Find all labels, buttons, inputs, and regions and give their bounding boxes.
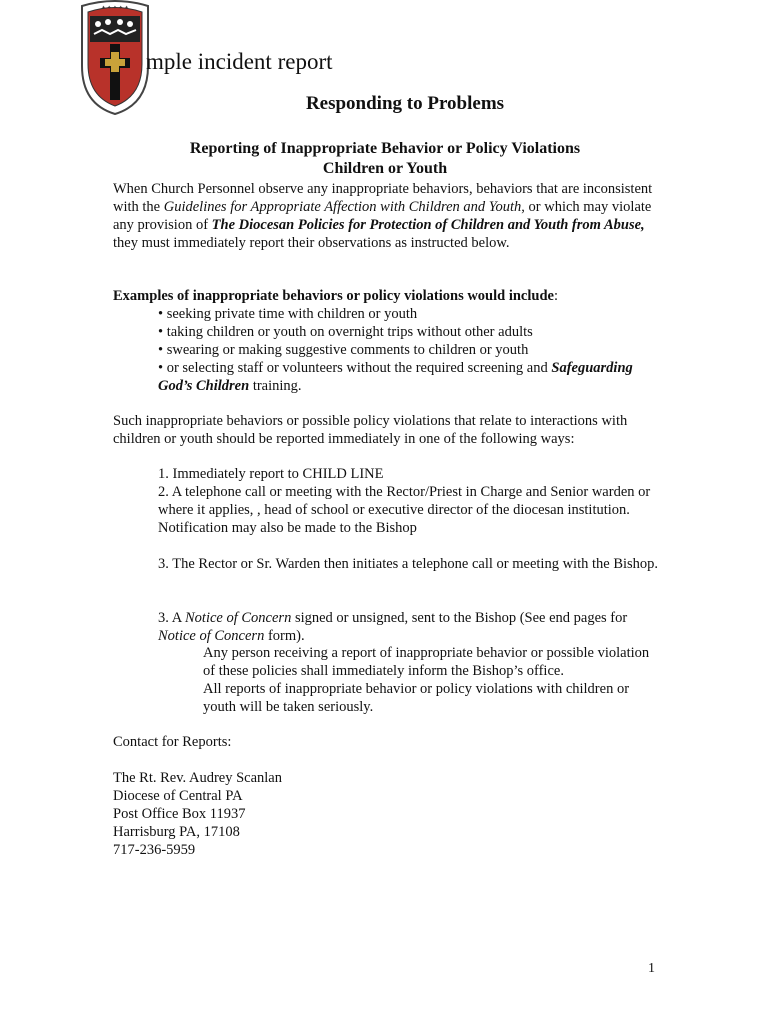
address-line: The Rt. Rev. Audrey Scanlan [113, 770, 282, 786]
examples-list [158, 305, 660, 395]
list-item: • taking children or youth on overnight trips without other adults [158, 324, 533, 340]
step-item: 1. Immediately report to CHILD LINE [158, 466, 384, 482]
examples-heading: Examples of inappropriate behaviors or policy violations would include: [113, 288, 558, 304]
page-title: Responding to Problems [305, 93, 505, 114]
sub-note: All reports of inappropriate behavior or policy violations with children or youth will be taken seriously. [203, 681, 630, 715]
address-line: Post Office Box 11937 [113, 806, 246, 822]
contact-label: Contact for Reports: [113, 734, 232, 750]
intro-paragraph: When Church Personnel observe any inappropriate behaviors, behaviors that are inconsistent with the Guidelines for Appropriate Affection with Children and Youth, or which may violate any provision of The Diocesan Policies for Protection of Children and Youth from Abuse, they must immediately report their observations as instructed below. [113, 181, 653, 251]
contact-address [113, 769, 282, 859]
guidelines-reference: Guidelines for Appropriate Affection with Children and Youth [163, 199, 522, 215]
address-line: Diocese of Central PA [113, 788, 243, 804]
reporting-paragraph: Such inappropriate behaviors or possible policy violations that relate to interactions with children or youth should be reported immediately in one of the following ways: [113, 413, 628, 447]
document-title-fragment: mple incident report [146, 49, 333, 74]
sub-note: Any person receiving a report of inappropriate behavior or possible violation of these policies shall immediately inform the Bishop’s office. [203, 645, 650, 679]
address-line: Harrisburg PA, 17108 [113, 824, 240, 840]
policies-reference: The Diocesan Policies for Protection of Children and Youth from Abuse, [211, 217, 645, 233]
step-item: 3. A Notice of Concern signed or unsigned, sent to the Bishop (See end pages for Notice of Concern form). [158, 610, 628, 644]
svg-text:✦ ✦ ✦ ✦ ✦: ✦ ✦ ✦ ✦ ✦ [101, 5, 129, 11]
reporting-steps [158, 465, 660, 537]
section-heading: Reporting of Inappropriate Behavior or Policy Violations [189, 140, 581, 157]
list-item: • or selecting staff or volunteers without the required screening and Safeguarding God’s Children training. [158, 360, 633, 394]
address-line: 717-236-5959 [113, 842, 196, 858]
step-item: 3. The Rector or Sr. Warden then initiates a telephone call or meeting with the Bishop. [158, 556, 659, 572]
step-item: 2. A telephone call or meeting with the Rector/Priest in Charge and Senior warden or where it applies, , head of school or executive director of the diocesan institution. Notification may also be made to the Bishop [158, 484, 651, 536]
page-number: 1 [648, 961, 655, 976]
list-item: • seeking private time with children or youth [158, 306, 418, 322]
section-subheading: Children or Youth [322, 160, 448, 177]
list-item: • swearing or making suggestive comments to children or youth [158, 342, 529, 358]
